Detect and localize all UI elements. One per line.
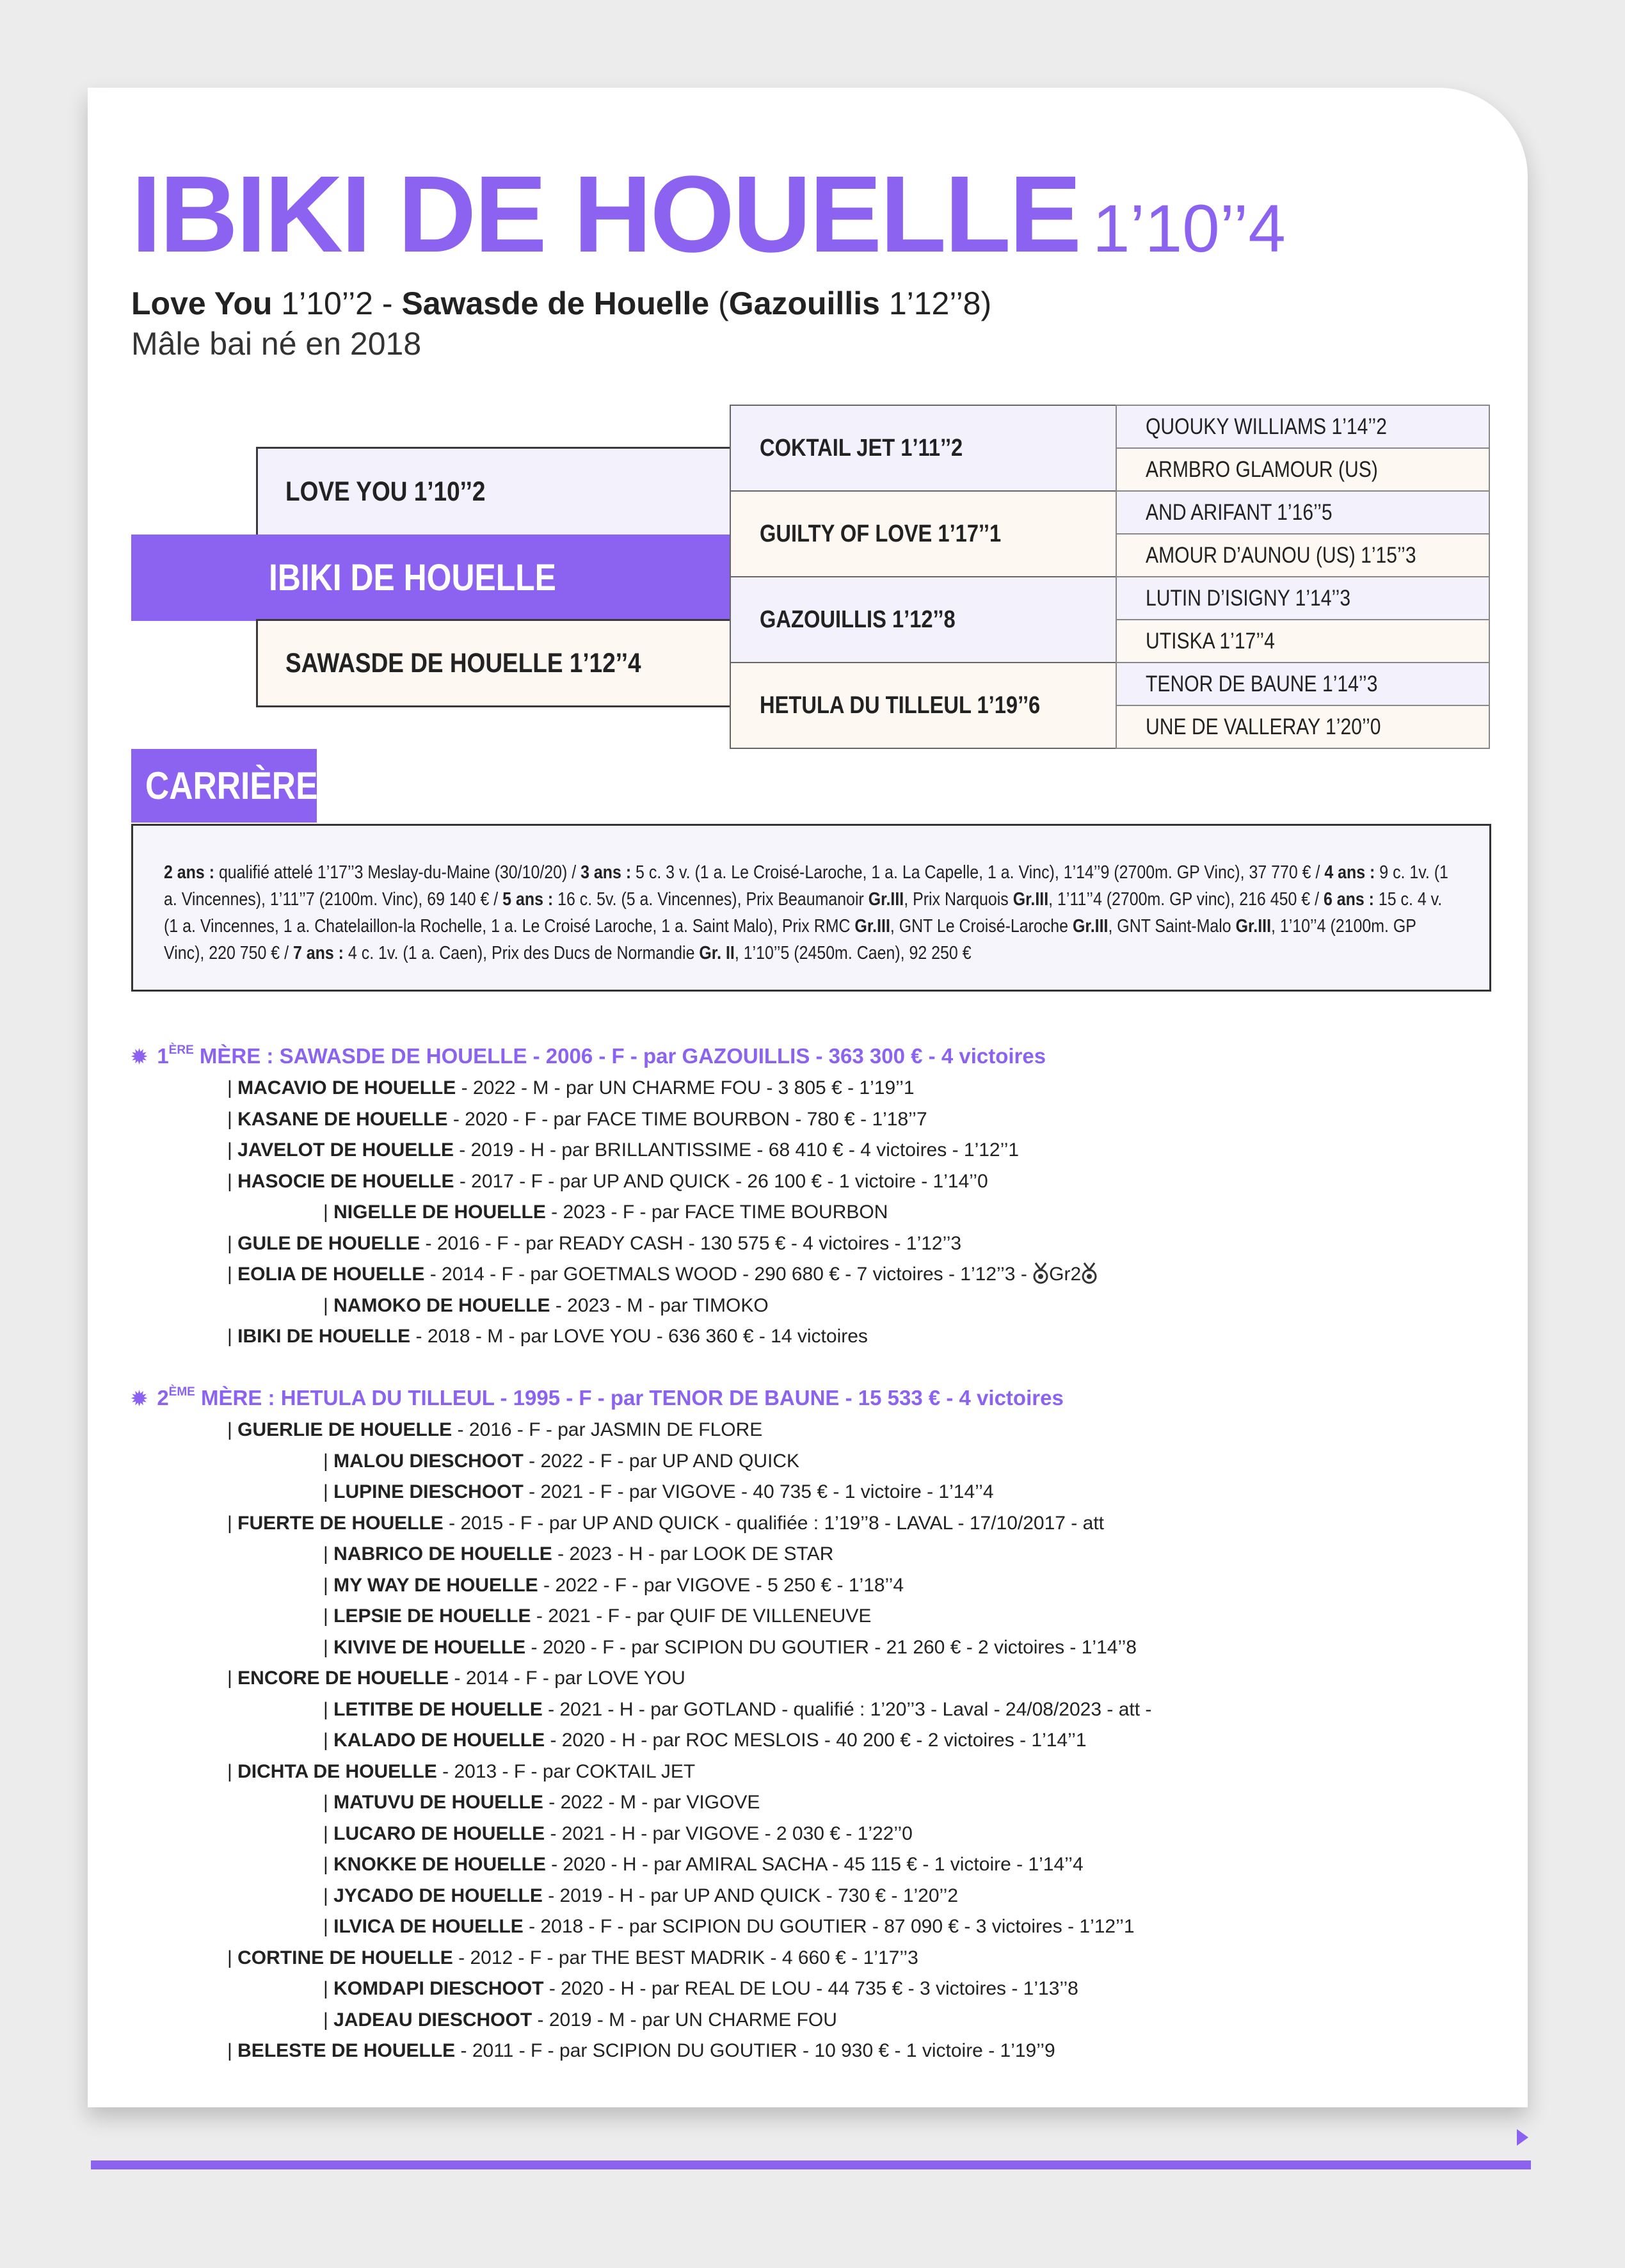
offspring-name: KALADO DE HOUELLE: [333, 1730, 545, 1751]
offspring-details: - 2018 - M - par LOVE YOU - 636 360 € - 14 victoires: [410, 1326, 868, 1347]
great-grandparent-label: LUTIN D’ISIGNY 1’14’’3: [1146, 585, 1351, 611]
horse-name: IBIKI DE HOUELLE: [131, 154, 1080, 275]
pedigree-sire: [256, 447, 733, 536]
star-icon: ✹: [131, 1047, 148, 1068]
career-value: , 1’10’’4 (2100m. GP Vinc), 220 750 € /: [164, 916, 1416, 963]
great-grandparent-label: UNE DE VALLERAY 1’20’’0: [1146, 714, 1381, 739]
list-item: | DICHTA DE HOUELLE - 2013 - F - par COKTAIL JET: [227, 1760, 696, 1782]
offspring-name: LUCARO DE HOUELLE: [333, 1822, 545, 1844]
parents-line: Love You 1’10’’2 - Sawasde de Houelle (Gazouillis 1’12’’8): [131, 286, 992, 321]
offspring-details: - 2020 - F - par SCIPION DU GOUTIER - 21 260 € - 2 victoires - 1’14’’8: [525, 1636, 1137, 1658]
list-item: | KNOKKE DE HOUELLE - 2020 - H - par AMIRAL SACHA - 45 115 € - 1 victoire - 1’14’’4: [323, 1854, 1084, 1875]
career-value: , GNT Le Croisé-Laroche: [890, 916, 1073, 937]
list-item: | JADEAU DIESCHOOT - 2019 - M - par UN CHARME FOU: [323, 2009, 837, 2031]
offspring-details: - 2019 - H - par BRILLANTISSIME - 68 410 € - 4 victoires - 1’12’’1: [453, 1139, 1020, 1161]
offspring-details: - 2020 - H - par AMIRAL SACHA - 45 115 € - 1 victoire - 1’14’’4: [545, 1854, 1084, 1875]
sire-name: Love You: [131, 286, 273, 321]
next-page-arrow-icon[interactable]: [1517, 2129, 1528, 2146]
list-item: | KIVIVE DE HOUELLE - 2020 - F - par SCIPION DU GOUTIER - 21 260 € - 2 victoires - 1’14’’8: [323, 1636, 1137, 1658]
list-item: | KOMDAPI DIESCHOOT - 2020 - H - par REAL DE LOU - 44 735 € - 3 victoires - 1’13’’8: [323, 1978, 1078, 1999]
career-grade: Gr.III: [854, 916, 890, 937]
offspring-name: KOMDAPI DIESCHOOT: [333, 1978, 544, 1999]
grandparent-label: COKTAIL JET 1’11’’2: [760, 434, 963, 462]
pedigree-dam-label: SAWASDE DE HOUELLE 1’12’’4: [285, 647, 641, 679]
career-text: [164, 859, 1452, 967]
offspring-details: - 2014 - F - par GOETMALS WOOD - 290 680 € - 7 victoires - 1’12’’3 -: [424, 1264, 1033, 1285]
career-value: 5 c. 3 v. (1 a. Le Croisé-Laroche, 1 a. La Capelle, 1 a. Vinc), 1’14’’9 (2700m. GP Vinc), 37 770 € /: [631, 862, 1325, 883]
list-item: | LUCARO DE HOUELLE - 2021 - H - par VIGOVE - 2 030 € - 1’22’’0: [323, 1822, 913, 1844]
offspring-name: NAMOKO DE HOUELLE: [333, 1294, 550, 1316]
career-grade: Gr.III: [868, 889, 904, 910]
offspring-details: - 2021 - F - par VIGOVE - 40 735 € - 1 victoire - 1’14’’4: [523, 1481, 994, 1502]
career-grade: Gr.III: [1072, 916, 1109, 937]
pedigree-grandparent: [730, 490, 1117, 577]
offspring-name: NABRICO DE HOUELLE: [333, 1543, 552, 1564]
offspring-details: - 2017 - F - par UP AND QUICK - 26 100 € - 1 victoire - 1’14’’0: [454, 1170, 988, 1192]
career-value: 16 c. 5v. (5 a. Vincennes), Prix Beaumanoir: [553, 889, 869, 910]
pedigree-sire-label: LOVE YOU 1’10’’2: [285, 476, 486, 507]
offspring-details: - 2018 - F - par SCIPION DU GOUTIER - 87 090 € - 3 victoires - 1’12’’1: [523, 1916, 1135, 1937]
list-item: | LETITBE DE HOUELLE - 2021 - H - par GOTLAND - qualifié : 1’20’’3 - Laval - 24/08/2023 - att -: [323, 1698, 1152, 1720]
career-grade: Gr.III: [1013, 889, 1049, 910]
career-value: 9 c. 1v. (1 a. Vincennes), 1’11’’7 (2100m. Vinc), 69 140 € /: [164, 862, 1448, 910]
first-dam-section: [131, 1041, 1098, 1353]
offspring-name: ENCORE DE HOUELLE: [237, 1668, 449, 1689]
offspring-details: - 2019 - H - par UP AND QUICK - 730 € - 1’20’’2: [542, 1885, 959, 1906]
grandparent-label: GAZOUILLIS 1’12’’8: [760, 606, 956, 633]
pedigree-grandparent: [730, 576, 1117, 663]
dam-rank-suffix: ÈME: [168, 1385, 195, 1399]
list-item: | MACAVIO DE HOUELLE - 2022 - M - par UN CHARME FOU - 3 805 € - 1’19’’1: [227, 1077, 915, 1098]
list-item: | ENCORE DE HOUELLE - 2014 - F - par LOVE YOU: [227, 1668, 685, 1689]
career-label: 6 ans :: [1323, 889, 1374, 910]
list-item: | NAMOKO DE HOUELLE - 2023 - M - par TIMOKO: [323, 1294, 769, 1316]
offspring-details: - 2021 - F - par QUIF DE VILLENEUVE: [531, 1605, 872, 1627]
offspring-name: MALOU DIESCHOOT: [333, 1450, 524, 1472]
career-value: , Prix Narquois: [904, 889, 1013, 910]
offspring-name: GULE DE HOUELLE: [237, 1232, 420, 1254]
offspring-name: KNOKKE DE HOUELLE: [333, 1854, 546, 1875]
career-value: , GNT Saint-Malo: [1108, 916, 1236, 937]
offspring-name: MACAVIO DE HOUELLE: [237, 1077, 456, 1098]
offspring-details: - 2020 - H - par ROC MESLOIS - 40 200 € - 2 victoires - 1’14’’1: [545, 1730, 1087, 1751]
offspring-details: - 2020 - F - par FACE TIME BOURBON - 780 € - 1’18’’7: [447, 1108, 927, 1130]
list-item: | LEPSIE DE HOUELLE - 2021 - F - par QUIF DE VILLENEUVE: [323, 1605, 872, 1627]
pedigree-great-grandparent: [1116, 619, 1490, 663]
list-item: | KALADO DE HOUELLE - 2020 - H - par ROC MESLOIS - 40 200 € - 2 victoires - 1’14’’1: [323, 1730, 1087, 1751]
offspring-details: - 2020 - H - par REAL DE LOU - 44 735 € - 3 victoires - 1’13’’8: [543, 1978, 1078, 1999]
career-label: 3 ans :: [580, 862, 632, 883]
offspring-name: ILVICA DE HOUELLE: [333, 1916, 524, 1937]
first-dam-heading: [131, 1041, 1098, 1073]
damsire-name: Gazouillis: [728, 286, 880, 321]
career-grade: Gr. II: [699, 943, 735, 963]
offspring-name: HASOCIE DE HOUELLE: [237, 1170, 454, 1192]
pedigree-great-grandparent: [1116, 447, 1490, 492]
offspring-name: CORTINE DE HOUELLE: [237, 1947, 453, 1968]
dam-summary: MÈRE : SAWASDE DE HOUELLE - 2006 - F - par GAZOUILLIS - 363 300 € - 4 victoires: [193, 1044, 1046, 1068]
list-item: | JAVELOT DE HOUELLE - 2019 - H - par BRILLANTISSIME - 68 410 € - 4 victoires - 1’12’’1: [227, 1139, 1020, 1161]
list-item: | HASOCIE DE HOUELLE - 2017 - F - par UP AND QUICK - 26 100 € - 1 victoire - 1’14’’0: [227, 1170, 988, 1192]
dam-rank-suffix: ÈRE: [168, 1043, 194, 1057]
pedigree-great-grandparent: [1116, 533, 1490, 577]
footer-bar: [91, 2160, 1531, 2169]
pedigree-grandparent: [730, 662, 1117, 749]
dam-summary: MÈRE : HETULA DU TILLEUL - 1995 - F - par TENOR DE BAUNE - 15 533 € - 4 victoires: [195, 1386, 1064, 1410]
career-box: [131, 824, 1491, 992]
great-grandparent-label: AND ARIFANT 1’16’’5: [1146, 499, 1333, 525]
grandparent-label: HETULA DU TILLEUL 1’19’’6: [760, 691, 1041, 719]
horse-record: 1’10’’4: [1093, 191, 1286, 266]
sire-record: 1’10’’2: [281, 286, 373, 321]
offspring-name: GUERLIE DE HOUELLE: [237, 1419, 452, 1440]
offspring-name: LUPINE DIESCHOOT: [333, 1481, 524, 1502]
list-item: | MATUVU DE HOUELLE - 2022 - M - par VIGOVE: [323, 1792, 760, 1813]
dam-rank: 2: [157, 1386, 169, 1410]
list-item: | KASANE DE HOUELLE - 2020 - F - par FACE TIME BOURBON - 780 € - 1’18’’7: [227, 1108, 927, 1130]
career-label: 5 ans :: [502, 889, 554, 910]
pedigree-great-grandparent: [1116, 705, 1490, 749]
offspring-details: - 2019 - M - par UN CHARME FOU: [532, 2009, 837, 2031]
career-value: , 1’11’’4 (2700m. GP vinc), 216 450 € /: [1048, 889, 1324, 910]
offspring-name: LEPSIE DE HOUELLE: [333, 1605, 531, 1627]
pedigree-great-grandparent: [1116, 576, 1490, 620]
list-item: | MY WAY DE HOUELLE - 2022 - F - par VIGOVE - 5 250 € - 1’18’’4: [323, 1574, 904, 1596]
list-item: | ILVICA DE HOUELLE - 2018 - F - par SCIPION DU GOUTIER - 87 090 € - 3 victoires - 1’12’’1: [323, 1916, 1135, 1937]
list-item: | CORTINE DE HOUELLE - 2012 - F - par THE BEST MADRIK - 4 660 € - 1’17’’3: [227, 1947, 918, 1968]
offspring-details: - 2011 - F - par SCIPION DU GOUTIER - 10 930 € - 1 victoire - 1’19’’9: [455, 2040, 1055, 2061]
offspring-details: - 2022 - M - par UN CHARME FOU - 3 805 € - 1’19’’1: [456, 1077, 915, 1098]
second-dam-section: [131, 1383, 1151, 2067]
second-dam-heading: [131, 1383, 1151, 1415]
great-grandparent-label: UTISKA 1’17’’4: [1146, 628, 1275, 654]
career-value: , 1’10’’5 (2450m. Caen), 92 250 €: [734, 943, 972, 963]
offspring-details: - 2023 - M - par TIMOKO: [550, 1294, 769, 1316]
offspring-name: JAVELOT DE HOUELLE: [237, 1139, 454, 1161]
offspring-details: - 2016 - F - par JASMIN DE FLORE: [452, 1419, 763, 1440]
offspring-name: JYCADO DE HOUELLE: [333, 1885, 543, 1906]
star-icon: ✹: [131, 1388, 148, 1410]
offspring-details: - 2015 - F - par UP AND QUICK - qualifiée : 1’19’’8 - LAVAL - 17/10/2017 - att: [443, 1512, 1104, 1534]
offspring-details: - 2014 - F - par LOVE YOU: [449, 1668, 685, 1689]
career-heading-label: CARRIÈRE: [145, 764, 318, 807]
offspring-details: - 2022 - F - par VIGOVE - 5 250 € - 1’18’’4: [538, 1574, 904, 1596]
medal-icon: [1032, 1262, 1049, 1284]
offspring-name: DICHTA DE HOUELLE: [237, 1760, 437, 1782]
pedigree-great-grandparent: [1116, 490, 1490, 535]
career-label: 7 ans :: [292, 943, 344, 963]
offspring-name: IBIKI DE HOUELLE: [237, 1326, 411, 1347]
dam-rank: 1: [157, 1044, 169, 1068]
offspring-name: MY WAY DE HOUELLE: [333, 1574, 538, 1596]
offspring-details: - 2016 - F - par READY CASH - 130 575 € - 4 victoires - 1’12’’3: [420, 1232, 962, 1254]
pedigree-dam: [256, 619, 733, 707]
offspring-details: - 2012 - F - par THE BEST MADRIK - 4 660 € - 1’17’’3: [452, 1947, 918, 1968]
list-item: | BELESTE DE HOUELLE - 2011 - F - par SCIPION DU GOUTIER - 10 930 € - 1 victoire - 1’19’’9: [227, 2040, 1055, 2061]
list-item: | FUERTE DE HOUELLE - 2015 - F - par UP AND QUICK - qualifiée : 1’19’’8 - LAVAL - 17/10/2017 - att: [227, 1512, 1104, 1534]
offspring-name: MATUVU DE HOUELLE: [333, 1792, 543, 1813]
pedigree-great-grandparent: [1116, 662, 1490, 706]
grade-badge: Gr2: [1049, 1264, 1082, 1285]
offspring-name: KASANE DE HOUELLE: [237, 1108, 448, 1130]
grandparent-label: GUILTY OF LOVE 1’17’’1: [760, 520, 1002, 547]
career-label: 4 ans :: [1324, 862, 1375, 883]
offspring-name: BELESTE DE HOUELLE: [237, 2040, 456, 2061]
medal-icon: [1081, 1262, 1098, 1284]
great-grandparent-label: QUOUKY WILLIAMS 1’14’’2: [1146, 414, 1387, 439]
career-value: 15 c. 4 v. (1 a. Vincennes, 1 a. Chatelaillon-la Rochelle, 1 a. Le Croisé Laroche, 1 a. Saint Malo), Prix RMC: [164, 889, 1443, 937]
list-item: | NABRICO DE HOUELLE - 2023 - H - par LOOK DE STAR: [323, 1543, 834, 1564]
offspring-details: - 2022 - M - par VIGOVE: [543, 1792, 760, 1813]
list-item: | MALOU DIESCHOOT - 2022 - F - par UP AND QUICK: [323, 1450, 800, 1472]
offspring-details: - 2023 - F - par FACE TIME BOURBON: [545, 1202, 888, 1223]
list-item: | JYCADO DE HOUELLE - 2019 - H - par UP AND QUICK - 730 € - 1’20’’2: [323, 1885, 959, 1906]
career-value: 4 c. 1v. (1 a. Caen), Prix des Ducs de Normandie: [343, 943, 700, 963]
offspring-name: JADEAU DIESCHOOT: [333, 2009, 532, 2031]
pedigree-horse-label: IBIKI DE HOUELLE: [269, 557, 556, 599]
offspring-name: KIVIVE DE HOUELLE: [333, 1636, 526, 1658]
offspring-name: NIGELLE DE HOUELLE: [333, 1202, 546, 1223]
damsire-record: 1’12’’8: [888, 286, 981, 321]
page-title: [131, 154, 1286, 275]
pedigree-grandparent: [730, 405, 1117, 492]
great-grandparent-label: ARMBRO GLAMOUR (US): [1146, 456, 1378, 482]
career-value: qualifié attelé 1’17’’3 Meslay-du-Maine (30/10/20) /: [214, 862, 581, 883]
offspring-name: EOLIA DE HOUELLE: [237, 1264, 425, 1285]
list-item: | NIGELLE DE HOUELLE - 2023 - F - par FACE TIME BOURBON: [323, 1202, 888, 1223]
career-grade: Gr.III: [1235, 916, 1272, 937]
birth-description: Mâle bai né en 2018: [131, 326, 422, 362]
dam-name: Sawasde de Houelle: [401, 286, 710, 321]
list-item: | LUPINE DIESCHOOT - 2021 - F - par VIGOVE - 40 735 € - 1 victoire - 1’14’’4: [323, 1481, 994, 1502]
list-item: | GUERLIE DE HOUELLE - 2016 - F - par JASMIN DE FLORE: [227, 1419, 763, 1440]
great-grandparent-label: AMOUR D’AUNOU (US) 1’15’’3: [1146, 542, 1416, 568]
pedigree-horse: [131, 535, 733, 621]
offspring-name: FUERTE DE HOUELLE: [237, 1512, 444, 1534]
great-grandparent-label: TENOR DE BAUNE 1’14’’3: [1146, 671, 1378, 696]
list-item: | EOLIA DE HOUELLE - 2014 - F - par GOETMALS WOOD - 290 680 € - 7 victoires - 1’12’’3 - Gr2: [131, 1259, 1098, 1291]
offspring-details: - 2023 - H - par LOOK DE STAR: [552, 1543, 834, 1564]
offspring-details: - 2022 - F - par UP AND QUICK: [523, 1450, 800, 1472]
pedigree-great-grandparent: [1116, 405, 1490, 449]
list-item: | IBIKI DE HOUELLE - 2018 - M - par LOVE YOU - 636 360 € - 14 victoires: [227, 1326, 868, 1347]
offspring-details: - 2013 - F - par COKTAIL JET: [436, 1760, 696, 1782]
career-heading: [131, 749, 317, 823]
list-item: | GULE DE HOUELLE - 2016 - F - par READY CASH - 130 575 € - 4 victoires - 1’12’’3: [227, 1232, 962, 1254]
career-label: 2 ans :: [164, 862, 215, 883]
offspring-details: - 2021 - H - par GOTLAND - qualifié : 1’20’’3 - Laval - 24/08/2023 - att -: [542, 1698, 1152, 1720]
offspring-name: LETITBE DE HOUELLE: [333, 1698, 543, 1720]
separator: -: [381, 286, 393, 321]
offspring-details: - 2021 - H - par VIGOVE - 2 030 € - 1’22’’0: [545, 1822, 913, 1844]
